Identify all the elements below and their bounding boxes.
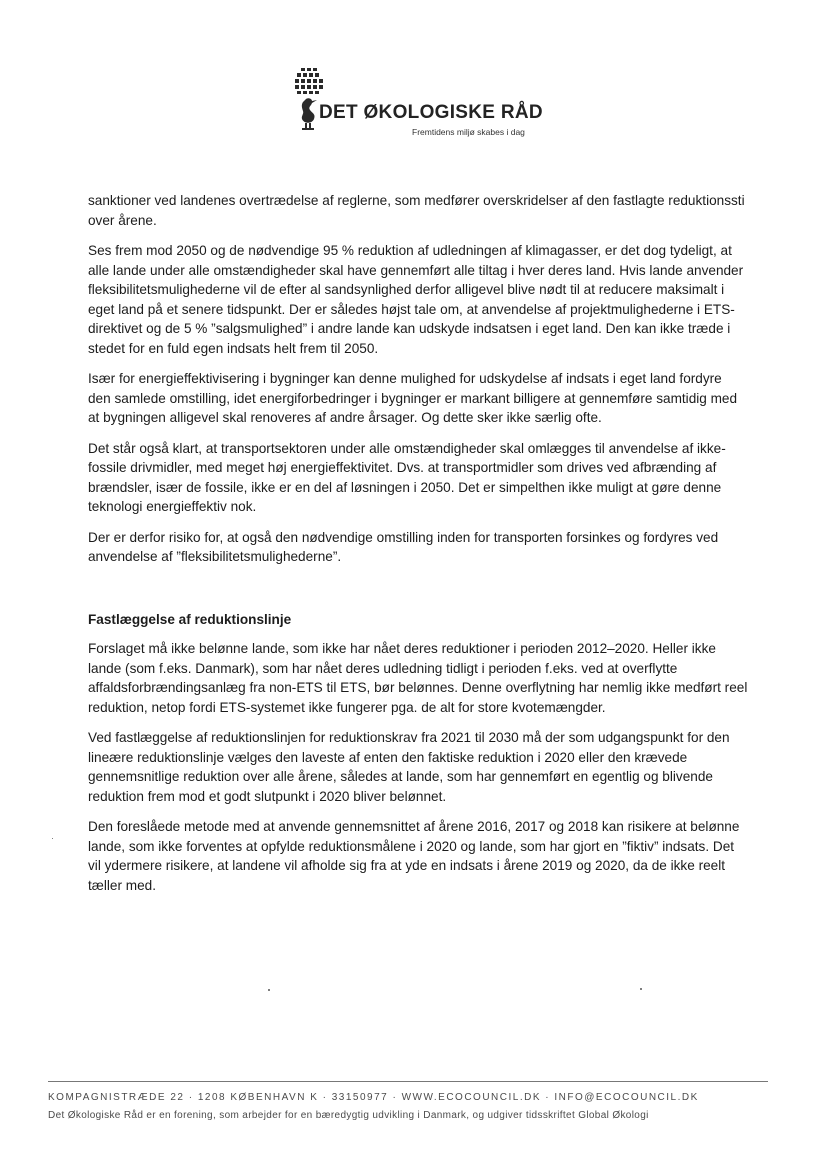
organization-tagline: Fremtidens miljø skabes i dag bbox=[412, 127, 525, 137]
scan-speck bbox=[268, 989, 270, 991]
paragraph: Det står også klart, at transportsektoren under alle omstændigheder skal omlægges til anvendelse af ikke-fossile drivmidler, med meget høj energieffektivitet. Dvs. at transportmidler som drives ved afbrænding af brændsler, især de fossile, ikke er en del af løsningen i 2050. Det er simpelthen ikke muligt at gøre denne teknologi energieffektiv nok. bbox=[88, 440, 726, 514]
globe-bird-logo-icon bbox=[292, 66, 326, 136]
paragraph: Den foreslåede metode med at anvende gennemsnittet af årene 2016, 2017 og 2018 kan risikere at belønne lande, som ikke forventes at opfylde reduktionsmålene i 2020 og lande, som har gjort en ”fiktiv” indsats. Det vil ydermere risikere, at landene vil afholde sig fra at yde en indsats i årene 2019 og 2020, da de ikke reelt tæller med. bbox=[88, 819, 740, 893]
section-heading: Fastlæggelse af reduktionslinje bbox=[88, 611, 292, 627]
paragraph: sanktioner ved landenes overtrædelse af reglerne, som medfører overskridelser af den fastlagte reduktionssti over årene. bbox=[88, 193, 745, 228]
paragraph: Ses frem mod 2050 og de nødvendige 95 % reduktion af udledningen af klimagasser, er det dog tydeligt, at alle lande under alle omstændigheder skal have gennemført alle tiltag i hver deres land. Hvis lande anvender fleksibilitetsmulighederne vil de efter al sandsynlighed derfor alligevel blive nødt til at reducere maksimalt i eget land på et senere tidspunkt. Der er således højst tale om, at anvendelse af projektmulighederne i ETS-direktivet og de 5 % ”salgsmulighed” i andre lande kan udskyde indsatsen i eget land. Den kan ikke træde i stedet for en fuld egen indsats helt frem til 2050. bbox=[88, 243, 744, 356]
scan-speck bbox=[52, 838, 53, 839]
organization-name: DET ØKOLOGISKE RÅD bbox=[319, 102, 543, 123]
footer-description: Det Økologiske Råd er en forening, som arbejder for en bæredygtig udvikling i Danmark, og udgiver tidsskriftet Global Økologi bbox=[48, 1110, 649, 1121]
scan-speck bbox=[640, 988, 642, 990]
paragraph: Ved fastlæggelse af reduktionslinjen for reduktionskrav fra 2021 til 2030 må der som udgangspunkt for den lineære reduktionslinje vælges den laveste af enten den faktiske reduktion i 2020 eller den krævede gennemsnitlige reduktion over alle årene, således at lande, som har gennemført en egentlig og blivende reduktion frem mod et godt slutpunkt i 2020 bliver belønnet. bbox=[88, 730, 730, 804]
organization-logo bbox=[292, 66, 542, 146]
document-body bbox=[88, 191, 748, 895]
paragraph: Især for energieffektivisering i bygninger kan denne mulighed for udskydelse af indsats i eget land fordyre den samlede omstilling, idet energiforbedringer i bygninger er markant billigere at gennemføre samtidig med at bygningen alligevel skal renoveres af andre årsager. Og dette sker ikke særlig ofte. bbox=[88, 371, 738, 425]
footer-divider bbox=[48, 1081, 768, 1082]
paragraph: Forslaget må ikke belønne lande, som ikke har nået deres reduktioner i perioden 2012–2020. Heller ikke lande (som f.eks. Danmark), som har nået deres udledning tidligt i perioden f.eks. ved at overflytte affaldsforbrændingsanlæg fra non-ETS til ETS, bør belønnes. Denne overflytning har nemlig ikke medført reel reduktion, netop fordi ETS-systemet ikke fungerer pga. de alt for store kvotemængder. bbox=[88, 641, 748, 715]
paragraph: Der er derfor risiko for, at også den nødvendige omstilling inden for transporten forsinkes og fordyres ved anvendelse af ”fleksibilitetsmulighederne”. bbox=[88, 529, 719, 564]
footer-address: KOMPAGNISTRÆDE 22 · 1208 KØBENHAVN K · 33150977 · WWW.ECOCOUNCIL.DK · INFO@ECOCOUNCIL.DK bbox=[48, 1092, 699, 1103]
